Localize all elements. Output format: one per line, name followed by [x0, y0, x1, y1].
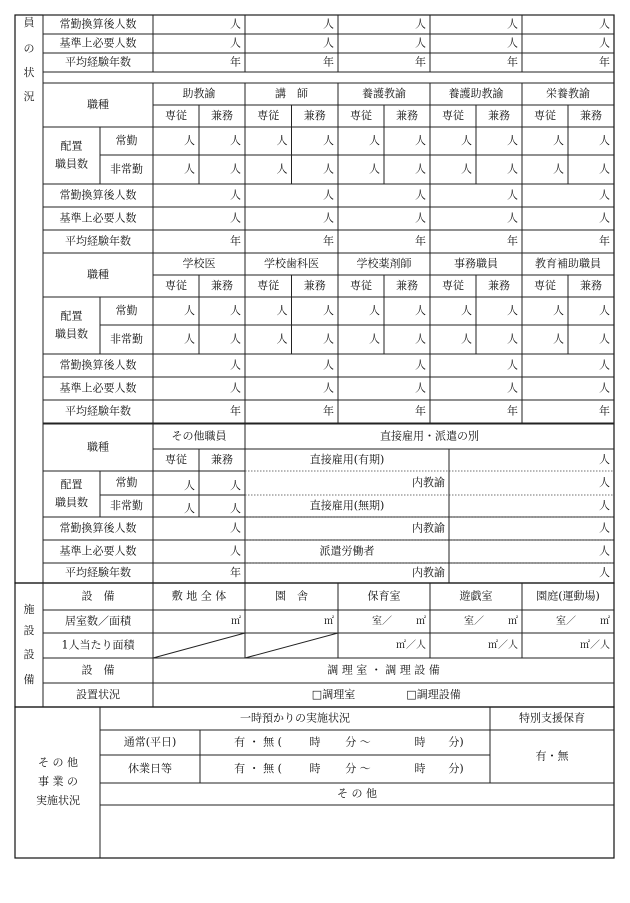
fulltime-label: 常勤 — [115, 476, 138, 489]
employment-direct_fixed: 直接雇用(有期) — [309, 453, 385, 466]
unit-year: 年 — [323, 234, 334, 248]
placement-label: 職員数 — [55, 157, 88, 171]
unit-sqm: ㎡ — [231, 616, 241, 627]
row-label-avg_years: 平均経験年数 — [65, 404, 131, 418]
kitchen-value: 調 理 室 ・ 調 理 設 備 — [327, 663, 440, 677]
unit-person: 人 — [599, 17, 610, 31]
employment-direct_permanent: 直接雇用(無期) — [309, 499, 385, 512]
concurrent-label: 兼務 — [580, 279, 602, 292]
unit-person: 人 — [599, 134, 610, 147]
job-name: 事務職員 — [454, 257, 498, 270]
unit-person: 人 — [507, 162, 518, 176]
staff-section-side-char: 状 — [23, 66, 35, 79]
unit-person: 人 — [230, 304, 241, 317]
unit-person: 人 — [553, 304, 564, 317]
concurrent-label: 兼務 — [396, 109, 418, 122]
unit-person: 人 — [507, 188, 518, 202]
employment-dispatched: 派遣労働者 — [319, 544, 375, 558]
concurrent-label: 兼務 — [211, 279, 233, 292]
row-label-required: 基準上必要人数 — [59, 36, 137, 50]
hour-unit: 時 — [309, 735, 321, 749]
unit-year: 年 — [323, 55, 334, 69]
dedicated-label: 専従 — [257, 109, 280, 122]
facility-col-building: 園 舎 — [275, 589, 308, 603]
dedicated-label: 専従 — [350, 109, 372, 122]
unit-year: 年 — [507, 234, 518, 248]
unit-sqm: ㎡ — [508, 616, 518, 627]
facility-col-garden: 園庭(運動場) — [536, 589, 600, 603]
others-label: そ の 他 — [337, 787, 377, 800]
unit-person: 人 — [369, 134, 380, 147]
unit-year: 年 — [230, 234, 241, 248]
minute-unit: 分) — [448, 735, 464, 749]
unit-person: 人 — [276, 134, 288, 147]
job-type-label: 職種 — [87, 440, 109, 454]
concurrent-label: 兼務 — [488, 279, 510, 292]
facility-col-site: 敷 地 全 体 — [171, 589, 227, 603]
unit-year: 年 — [507, 404, 518, 418]
unit-year: 年 — [415, 234, 426, 248]
dedicated-label: 専従 — [165, 279, 187, 292]
row-label-fte: 常勤換算後人数 — [59, 17, 137, 31]
facility-col-nursery_room: 保育室 — [367, 589, 401, 603]
job-type-label: 職種 — [87, 98, 109, 111]
fulltime-label: 常勤 — [115, 304, 138, 317]
weekday-label: 通常(平日) — [123, 735, 177, 749]
job-name: 助教諭 — [182, 87, 216, 100]
unit-person: 人 — [276, 304, 288, 317]
unit-person: 人 — [184, 502, 195, 515]
facility-equipment-label: 設 備 — [81, 589, 115, 603]
unit-person: 人 — [230, 211, 241, 225]
checkbox-kitchen: □調理室 — [311, 688, 356, 701]
unit-sqm: ㎡ — [416, 616, 426, 627]
rooms-area-label: 居室数／面積 — [65, 614, 131, 628]
unit-person: 人 — [553, 134, 564, 147]
unit-person: 人 — [323, 211, 334, 225]
unit-person: 人 — [184, 479, 195, 492]
placement-label: 職員数 — [55, 496, 88, 509]
checkbox-equipment: □調理設備 — [406, 688, 461, 701]
unit-person: 人 — [599, 36, 610, 50]
minute-unit: 分 〜 — [345, 762, 371, 775]
unit-sqm-per-person: ㎡／人 — [396, 640, 426, 651]
placement-label: 配置 — [60, 478, 83, 491]
temp-care-header: 一時預かりの実施状況 — [240, 711, 350, 725]
parttime-label: 非常勤 — [110, 332, 143, 346]
unit-person: 人 — [599, 211, 610, 225]
unit-person: 人 — [323, 36, 334, 50]
job-name: 教育補助職員 — [535, 257, 601, 270]
employment-of_which_teacher: 内教諭 — [412, 521, 445, 535]
facility-col-play_room: 遊戯室 — [459, 589, 493, 603]
unit-person: 人 — [507, 332, 518, 346]
placement-label: 職員数 — [55, 327, 88, 341]
unit-year: 年 — [230, 404, 241, 418]
unit-room: 室／ — [556, 616, 576, 627]
job-name: 養護助教諭 — [448, 87, 504, 100]
other-section-side-char: 事 業 の — [38, 775, 78, 788]
unit-year: 年 — [230, 566, 241, 579]
row-label-fte: 常勤換算後人数 — [59, 521, 137, 535]
job-name: 学校歯科医 — [264, 257, 319, 270]
row-label-avg_years: 平均経験年数 — [65, 234, 131, 248]
row-label-fte: 常勤換算後人数 — [59, 188, 137, 202]
dedicated-label: 専従 — [442, 109, 464, 122]
hour-unit: 時 — [309, 762, 321, 775]
unit-person: 人 — [369, 332, 380, 346]
concurrent-label: 兼務 — [211, 109, 233, 122]
install-label: 設置状況 — [76, 688, 120, 701]
concurrent-label: 兼務 — [396, 279, 418, 292]
unit-person: 人 — [507, 304, 518, 317]
facility-section-side-char: 設 — [23, 624, 35, 637]
concurrent-label: 兼務 — [580, 109, 602, 122]
yes-no-choice: 有 ・ 無 ( — [234, 735, 282, 749]
unit-person: 人 — [599, 381, 610, 395]
facility-section-side-char: 施 — [23, 603, 35, 616]
job-name: その他職員 — [171, 429, 227, 443]
unit-person: 人 — [553, 332, 564, 346]
unit-room: 室／ — [372, 616, 392, 627]
unit-sqm-per-person: ㎡／人 — [580, 640, 610, 651]
unit-person: 人 — [415, 304, 426, 317]
unit-person: 人 — [369, 162, 380, 176]
unit-person: 人 — [323, 332, 334, 346]
dedicated-label: 専従 — [165, 109, 187, 122]
employment-of_which_teacher: 内教諭 — [412, 566, 445, 579]
unit-person: 人 — [230, 36, 241, 50]
unit-person: 人 — [230, 358, 241, 372]
kitchen-label: 設 備 — [81, 663, 115, 677]
unit-person: 人 — [230, 134, 241, 147]
unit-person: 人 — [415, 358, 426, 372]
dedicated-label: 専従 — [165, 453, 187, 466]
row-label-avg_years: 平均経験年数 — [65, 55, 131, 69]
unit-person: 人 — [184, 134, 195, 147]
unit-person: 人 — [230, 544, 241, 558]
unit-person: 人 — [599, 566, 610, 579]
unit-person: 人 — [599, 358, 610, 372]
minute-unit: 分) — [448, 762, 464, 775]
unit-person: 人 — [599, 521, 610, 535]
unit-person: 人 — [461, 134, 472, 147]
fulltime-label: 常勤 — [115, 134, 138, 147]
unit-person: 人 — [184, 332, 195, 346]
unit-person: 人 — [599, 453, 610, 466]
unit-person: 人 — [323, 134, 334, 147]
unit-person: 人 — [230, 381, 241, 395]
employment-header: 直接雇用・派遣の別 — [380, 429, 479, 443]
unit-person: 人 — [230, 17, 241, 31]
special-yes-no: 有・無 — [535, 749, 569, 763]
staff-section-side-char: 況 — [23, 90, 35, 103]
unit-year: 年 — [415, 404, 426, 418]
unit-person: 人 — [230, 521, 241, 535]
unit-person: 人 — [553, 162, 564, 176]
unit-person: 人 — [323, 381, 334, 395]
diagonal-line — [153, 633, 245, 658]
unit-person: 人 — [415, 332, 426, 346]
facility-section-side-char: 備 — [23, 673, 35, 686]
diagonal-line — [245, 633, 338, 658]
dedicated-label: 専従 — [350, 279, 372, 292]
unit-year: 年 — [599, 55, 610, 69]
unit-person: 人 — [230, 188, 241, 202]
unit-person: 人 — [599, 499, 610, 512]
unit-person: 人 — [507, 358, 518, 372]
job-name: 栄養教諭 — [546, 87, 590, 100]
unit-person: 人 — [369, 304, 380, 317]
holiday-label: 休業日等 — [128, 762, 172, 775]
special-support-header: 特別支援保育 — [519, 711, 585, 725]
unit-sqm: ㎡ — [324, 616, 334, 627]
job-name: 学校薬剤師 — [356, 257, 412, 270]
concurrent-label: 兼務 — [211, 453, 233, 466]
unit-year: 年 — [415, 55, 426, 69]
placement-label: 配置 — [60, 309, 83, 323]
unit-person: 人 — [323, 188, 334, 202]
unit-year: 年 — [599, 234, 610, 248]
unit-year: 年 — [323, 404, 334, 418]
unit-person: 人 — [276, 162, 288, 176]
row-label-required: 基準上必要人数 — [59, 381, 137, 395]
unit-person: 人 — [415, 162, 426, 176]
unit-person: 人 — [230, 162, 241, 176]
unit-year: 年 — [230, 55, 241, 69]
unit-person: 人 — [276, 332, 288, 346]
hour-unit: 時 — [414, 762, 426, 775]
unit-person: 人 — [599, 162, 610, 176]
dedicated-label: 専従 — [442, 279, 464, 292]
unit-person: 人 — [323, 358, 334, 372]
unit-person: 人 — [599, 332, 610, 346]
unit-person: 人 — [323, 162, 334, 176]
dedicated-label: 専従 — [534, 279, 556, 292]
dedicated-label: 専従 — [534, 109, 556, 122]
unit-person: 人 — [415, 188, 426, 202]
unit-person: 人 — [415, 381, 426, 395]
unit-person: 人 — [230, 479, 241, 492]
unit-person: 人 — [507, 134, 518, 147]
unit-person: 人 — [230, 332, 241, 346]
job-name: 講 師 — [275, 87, 308, 100]
per-person-label: 1人当たり面積 — [61, 638, 135, 652]
unit-person: 人 — [415, 134, 426, 147]
job-type-label: 職種 — [87, 268, 109, 281]
facility-section-side-char: 設 — [23, 648, 35, 661]
unit-person: 人 — [415, 17, 426, 31]
yes-no-choice: 有 ・ 無 ( — [234, 762, 282, 775]
unit-person: 人 — [184, 304, 195, 317]
other-section-side-char: 実施状況 — [36, 794, 80, 807]
unit-sqm: ㎡ — [600, 616, 610, 627]
parttime-label: 非常勤 — [110, 499, 143, 512]
minute-unit: 分 〜 — [345, 735, 371, 749]
unit-person: 人 — [507, 36, 518, 50]
staff-section-side-char: の — [23, 42, 35, 55]
unit-person: 人 — [599, 304, 610, 317]
unit-person: 人 — [461, 304, 472, 317]
unit-person: 人 — [599, 188, 610, 202]
other-section-side-char: そ の 他 — [38, 756, 78, 769]
unit-person: 人 — [599, 476, 610, 489]
concurrent-label: 兼務 — [303, 279, 326, 292]
unit-person: 人 — [230, 502, 241, 515]
parttime-label: 非常勤 — [110, 162, 143, 176]
unit-person: 人 — [415, 211, 426, 225]
unit-person: 人 — [184, 162, 195, 176]
row-label-required: 基準上必要人数 — [59, 544, 137, 558]
job-name: 学校医 — [182, 257, 216, 270]
unit-person: 人 — [507, 381, 518, 395]
row-label-avg_years: 平均経験年数 — [65, 566, 131, 579]
placement-label: 配置 — [60, 139, 83, 153]
concurrent-label: 兼務 — [488, 109, 510, 122]
unit-year: 年 — [599, 404, 610, 418]
dedicated-label: 専従 — [257, 279, 280, 292]
unit-person: 人 — [599, 544, 610, 558]
unit-room: 室／ — [464, 616, 484, 627]
row-label-required: 基準上必要人数 — [59, 211, 137, 225]
unit-person: 人 — [461, 162, 472, 176]
unit-person: 人 — [415, 36, 426, 50]
hour-unit: 時 — [414, 735, 426, 749]
concurrent-label: 兼務 — [303, 109, 326, 122]
job-name: 養護教諭 — [362, 87, 406, 100]
unit-person: 人 — [323, 304, 334, 317]
unit-person: 人 — [461, 332, 472, 346]
row-label-fte: 常勤換算後人数 — [59, 358, 137, 372]
unit-person: 人 — [323, 17, 334, 31]
unit-person: 人 — [507, 17, 518, 31]
unit-sqm-per-person: ㎡／人 — [488, 640, 518, 651]
employment-of_which_teacher: 内教諭 — [412, 476, 445, 489]
unit-person: 人 — [507, 211, 518, 225]
unit-year: 年 — [507, 55, 518, 69]
staff-section-side-char: 員 — [23, 16, 35, 29]
